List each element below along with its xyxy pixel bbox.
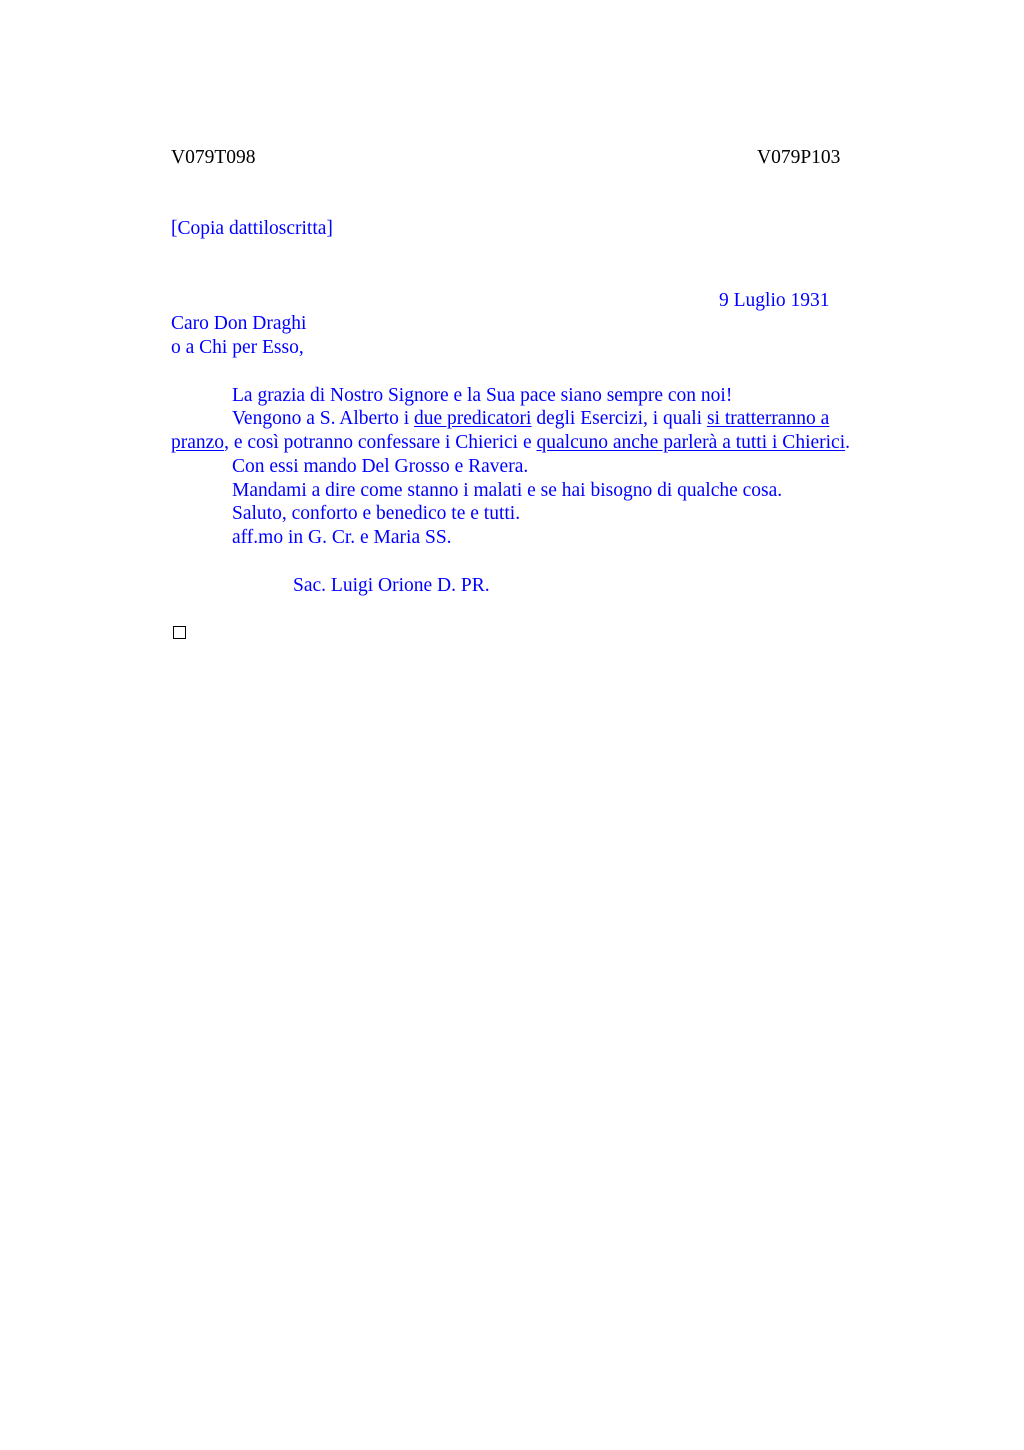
- square-checkbox-icon: [173, 626, 186, 639]
- underlined-phrase-speak: qualcuno anche parlerà a tutti i Chierici: [536, 432, 846, 453]
- closing-line: aff.mo in G. Cr. e Maria SS.: [232, 527, 452, 548]
- text-segment: degli Esercizi, i quali: [531, 408, 707, 429]
- text-segment: .: [845, 432, 850, 453]
- salutation-line-2: o a Chi per Esso,: [171, 337, 304, 358]
- paragraph-preachers-line-1: [232, 407, 829, 431]
- text-segment: Vengono a S. Alberto i: [232, 408, 414, 429]
- letter-date: 9 Luglio 1931: [719, 290, 830, 311]
- underlined-phrase-lunch-cont: pranzo: [171, 432, 225, 453]
- signature: Sac. Luigi Orione D. PR.: [293, 575, 490, 596]
- copy-note: [Copia dattiloscritta]: [171, 218, 333, 239]
- salutation-line-1: Caro Don Draghi: [171, 313, 307, 334]
- underlined-phrase-preachers: due predicatori: [413, 408, 532, 429]
- paragraph-sick: Mandami a dire come stanno i malati e se hai bisogno di qualche cosa.: [232, 480, 783, 501]
- underlined-phrase-lunch: si tratterranno a: [706, 408, 830, 429]
- paragraph-companions: Con essi mando Del Grosso e Ravera.: [232, 456, 529, 477]
- text-segment: , e così potranno confessare i Chierici e: [224, 432, 537, 453]
- paragraph-preachers-line-2: [171, 431, 850, 455]
- document-code-right: V079P103: [757, 147, 841, 168]
- document-code-left: V079T098: [171, 147, 256, 168]
- paragraph-greeting: La grazia di Nostro Signore e la Sua pace siano sempre con noi!: [232, 385, 733, 406]
- paragraph-blessing: Saluto, conforto e benedico te e tutti.: [232, 503, 521, 524]
